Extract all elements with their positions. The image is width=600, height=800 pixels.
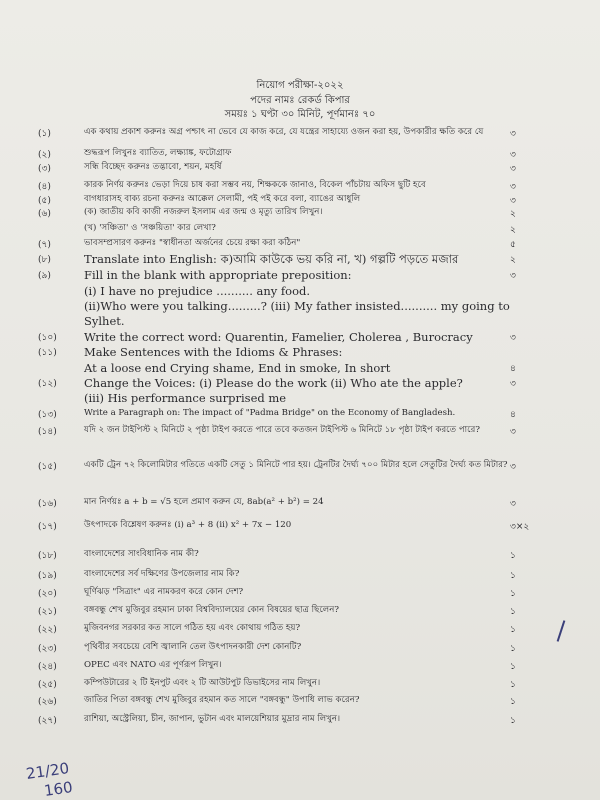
question-text: ঘূর্ণিঝড় "সিত্রাং" এর নামকরণ করে কোন দেশ? xyxy=(84,587,244,597)
question-number: (১৪) xyxy=(38,427,57,437)
question-marks: ৩ xyxy=(510,182,516,192)
question-text: শুদ্ধরূপ লিখুনঃ ব্যাতিত, লক্ষ্যাঙ্ক, ফটোগ্রাফ xyxy=(84,148,232,158)
question-number: (৫) xyxy=(38,196,51,206)
question-text: বাংলাদেশের সর্ব দক্ষিণের উপজেলার নাম কি? xyxy=(84,569,240,579)
question-number: (৪) xyxy=(38,182,51,192)
question-text: বাগধারাসহ বাক্য রচনা করুনঃ আক্কেল সেলামী, পই পই করে বলা, ব্যাঙের আধুলি xyxy=(84,194,361,204)
question-text: (খ) 'সঞ্চিতা' ও 'সঞ্চয়িতা' কার লেখা? xyxy=(84,223,216,233)
question-number: (৮) xyxy=(38,255,51,265)
question-text: একটি ট্রেন ৭২ কিলোমিটার গতিতে একটি সেতু ১ মিনিটে পার হয়। ট্রেনটির দৈর্ঘ্য ৭০০ মিটার হলে সেতুটির দৈর্ঘ্য কত মিটার? xyxy=(84,460,508,470)
question-number: (১২) xyxy=(38,379,57,389)
question-marks: ১ xyxy=(510,680,516,690)
question-marks: ১ xyxy=(510,607,516,617)
question-marks: ৩ xyxy=(510,164,516,174)
question-number: (১৮) xyxy=(38,551,57,561)
question-number: (২২) xyxy=(38,625,57,635)
question-number: (২৪) xyxy=(38,662,57,672)
question-marks: ১ xyxy=(510,551,516,561)
question-marks: ৩×২ xyxy=(510,522,530,532)
question-marks: ৪ xyxy=(510,410,516,420)
question-text: OPEC এবং NATO এর পূর্ণরূপ লিখুন। xyxy=(84,660,222,670)
question-number: (২) xyxy=(38,150,51,160)
question-number: (৯) xyxy=(38,271,51,281)
question-number: (১০) xyxy=(38,333,57,343)
question-number: (১১) xyxy=(38,348,57,358)
time-marks: সময়ঃ ১ ঘণ্টা ৩০ মিনিট, পূর্ণমানঃ ৭০ xyxy=(224,109,376,120)
question-number: (১৯) xyxy=(38,571,57,581)
question-number: (২৬) xyxy=(38,697,57,707)
question-number: (৩) xyxy=(38,164,51,174)
question-number: (১৫) xyxy=(38,462,57,472)
question-text: সন্ধি বিচ্ছেদ করুনঃ তদ্ভাবো, শয়ন, মহর্ষি xyxy=(84,162,222,172)
question-text: রাশিয়া, অস্ট্রেলিয়া, চীন, জাপান, ভুটান এবং মালয়েশিয়ার মুদ্রার নাম লিখুন। xyxy=(84,714,341,724)
question-marks: ১ xyxy=(510,644,516,654)
question-text: (i) I have no prejudice .......... any food. xyxy=(84,284,311,298)
question-text: ভাবসম্প্রসারণ করুনঃ "স্বাধীনতা অর্জনের চেয়ে রক্ষা করা কঠিন" xyxy=(84,238,301,248)
question-text: Make Sentences with the Idioms & Phrases: xyxy=(84,345,343,359)
question-number: (২৩) xyxy=(38,644,57,654)
question-text: (ক) জাতীয় কবি কাজী নজরুল ইসলাম এর জন্ম ও মৃত্যু তারিখ লিখুন। xyxy=(84,207,323,217)
question-text: At a loose end Crying shame, End in smoke, In short xyxy=(84,361,391,375)
question-marks: ৪ xyxy=(510,364,516,374)
question-marks: ৩ xyxy=(510,379,516,389)
pen-mark xyxy=(557,620,566,642)
handwritten-total: 160 xyxy=(42,778,74,800)
question-text: Fill in the blank with appropriate preposition: xyxy=(84,268,352,282)
question-marks: ৩ xyxy=(510,271,516,281)
question-marks: ৩ xyxy=(510,333,516,343)
question-text: Sylhet. xyxy=(84,314,125,328)
exam-title: নিয়োগ পরীক্ষা-২০২২ xyxy=(256,80,344,91)
post-name: পদের নামঃ রেকর্ড কিপার xyxy=(250,95,350,106)
question-number: (২১) xyxy=(38,607,57,617)
question-marks: ২ xyxy=(510,225,516,235)
question-text: কম্পিউটারের ২ টি ইনপুট এবং ২ টি আউটপুট ডিভাইসের নাম লিখুন। xyxy=(84,678,321,688)
question-number: (২০) xyxy=(38,589,57,599)
question-marks: ৩ xyxy=(510,427,516,437)
question-number: (১৭) xyxy=(38,522,57,532)
question-marks: ৩ xyxy=(510,499,516,509)
question-text: বাংলাদেশের সাংবিধানিক নাম কী? xyxy=(84,549,199,559)
question-number: (২৫) xyxy=(38,680,57,690)
question-marks: ৩ xyxy=(510,196,516,206)
question-text: পৃথিবীর সবচেয়ে বেশি জ্বালানি তেল উৎপাদনকারী দেশ কোনটি? xyxy=(84,642,302,652)
question-text: কারক নির্ণয় করুনঃ ভেড়া দিয়ে চাষ করা সম্ভব নয়, শিক্ষককে জানাও, বিকেল পাঁচটায় অফিস ছুটি হবে xyxy=(84,180,426,190)
question-number: (৭) xyxy=(38,240,51,250)
handwritten-score: 21/20 xyxy=(24,759,71,783)
question-marks: ১ xyxy=(510,697,516,707)
question-marks: ১ xyxy=(510,589,516,599)
question-marks: ৩ xyxy=(510,129,516,139)
question-marks: ১ xyxy=(510,571,516,581)
question-marks: ১ xyxy=(510,662,516,672)
question-text: উৎপাদকে বিশ্লেষণ করুনঃ (i) a³ + 8 (ii) x² + 7x − 120 xyxy=(84,520,292,530)
question-text: এক কথায় প্রকাশ করুনঃ অগ্র পশ্চাৎ না ভেবে যে কাজ করে, যে যন্ত্রের সাহায্যে ওজন করা হয়, উপকারীর ক্ষতি করে যে xyxy=(84,127,484,137)
question-text: মুজিবনগর সরকার কত সালে গঠিত হয় এবং কোথায় গঠিত হয়? xyxy=(84,623,301,633)
question-text: (iii) His performance surprised me xyxy=(84,391,287,405)
question-number: (২৭) xyxy=(38,716,57,726)
question-text: বঙ্গবন্ধু শেখ মুজিবুর রহমান ঢাকা বিশ্ববিদ্যালয়ের কোন বিষয়ের ছাত্র ছিলেন? xyxy=(84,605,339,615)
question-number: (১৬) xyxy=(38,499,57,509)
question-text: যদি ২ জন টাইপিস্ট ২ মিনিটে ২ পৃষ্ঠা টাইপ করতে পারে তবে কতজন টাইপিস্ট ৬ মিনিটে ১৮ পৃষ্ঠা টাইপ করতে পারে? xyxy=(84,425,480,435)
question-marks: ৫ xyxy=(510,240,516,250)
question-number: (১) xyxy=(38,129,51,139)
question-text: (ii)Who were you talking.........? (iii) My father insisted.......... my going to xyxy=(84,299,510,313)
question-marks: ২ xyxy=(510,209,516,219)
question-text: জাতির পিতা বঙ্গবন্ধু শেখ মুজিবুর রহমান কত সালে "বঙ্গবন্ধু" উপাধি লাভ করেন? xyxy=(84,695,360,705)
question-number: (১৩) xyxy=(38,410,57,420)
question-text: Write the correct word: Quarentin, Famelier, Cholerea , Burocracy xyxy=(84,330,473,344)
question-marks: ১ xyxy=(510,625,516,635)
question-marks: ১ xyxy=(510,716,516,726)
question-text: Write a Paragraph on: The impact of "Padma Bridge" on the Economy of Bangladesh. xyxy=(84,408,456,418)
question-marks: ৩ xyxy=(510,150,516,160)
question-text: Translate into English: ক)আমি কাউকে ভয় করি না, খ) গল্পটি পড়তে মজার xyxy=(84,252,459,266)
question-text: মান নির্ণয়ঃ a + b = √5 হলে প্রমাণ করুন যে, 8ab(a² + b²) = 24 xyxy=(84,497,324,507)
question-number: (৬) xyxy=(38,209,51,219)
question-text: Change the Voices: (i) Please do the work (ii) Who ate the apple? xyxy=(84,376,463,390)
question-marks: ৩ xyxy=(510,462,516,472)
question-marks: ২ xyxy=(510,255,516,265)
